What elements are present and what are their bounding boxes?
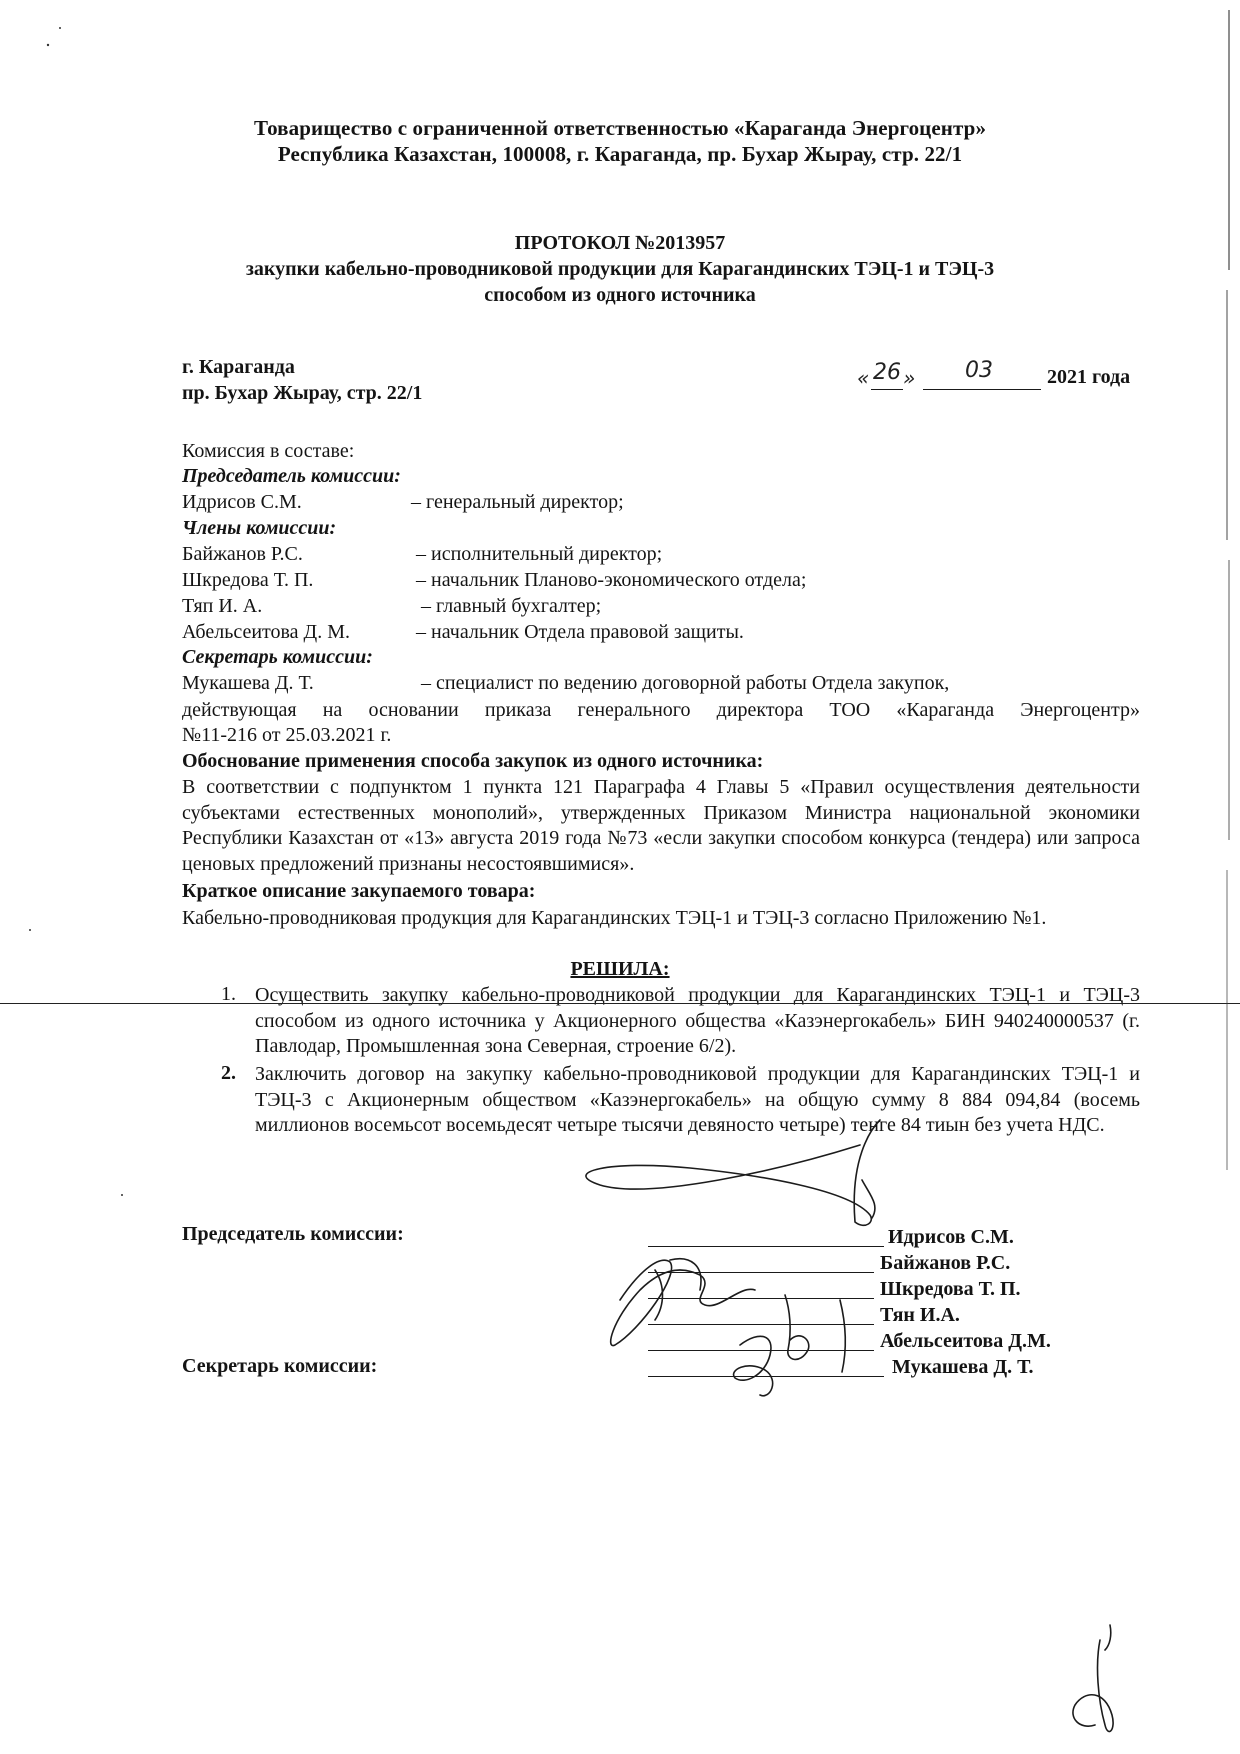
signatory-name: Шкредова Т. П. <box>880 1278 1021 1300</box>
decision-heading: РЕШИЛА: <box>570 958 670 980</box>
signatory-name: Абельсеитова Д.М. <box>880 1330 1051 1352</box>
description-heading: Краткое описание закупаемого товара: <box>182 880 536 902</box>
date-day: 26 <box>873 360 901 385</box>
chair-name: Идрисов С.М. <box>182 491 302 513</box>
member-signature <box>840 1300 845 1372</box>
commission-intro: Комиссия в составе: <box>182 440 355 462</box>
member-role: – главный бухгалтер; <box>421 595 602 617</box>
signatory-name: Тян И.А. <box>880 1304 960 1326</box>
chair-signature-label: Председатель комиссии: <box>182 1223 404 1245</box>
members-heading: Члены комиссии: <box>182 517 337 539</box>
member-name: Абельсеитова Д. М. <box>182 621 350 643</box>
justification-text: В соответствии с подпунктом 1 пункта 121 Параграфа 4 Главы 5 «Правил осуществления деятельности субъектами естественных монополий», утвержденных Приказом Министра национальной экономики Республики Казахстан от «13» августа 2019 года №73 «если закупки способом конкурса (тендера) или запроса ценовых предложений признаны несостоявшимися». <box>182 776 1140 875</box>
member-signature <box>785 1295 809 1359</box>
decision-item-number: 1. <box>221 983 236 1005</box>
chair-heading: Председатель комиссии: <box>182 465 401 487</box>
secretary-signature-label: Секретарь комиссии: <box>182 1355 378 1377</box>
secretary-role: – специалист по ведению договорной работы Отдела закупок, <box>421 672 950 694</box>
description-text: Кабельно-проводниковая продукция для Карагандинских ТЭЦ-1 и ТЭЦ-3 согласно Приложению №1. <box>182 907 1047 929</box>
decision-item-text: Осуществить закупку кабельно-проводниковой продукции для Карагандинских ТЭЦ-1 и ТЭЦ-3 способом из одного источника у Акционерного общества «Казэнергокабель» БИН 940240000537 (г. Павлодар, Промышленная зона Северная, строение 6/2). <box>255 984 1140 1057</box>
company-address: Республика Казахстан, 100008, г. Караганда, пр. Бухар Жырау, стр. 22/1 <box>277 142 963 166</box>
decision-item-number: 2. <box>221 1062 236 1084</box>
date-year: 2021 года <box>1047 366 1131 388</box>
signatory-name: Мукашева Д. Т. <box>892 1356 1034 1378</box>
scan-artifacts <box>29 10 1230 1196</box>
date-month: 03 <box>965 358 993 383</box>
protocol-number: ПРОТОКОЛ №2013957 <box>514 232 726 254</box>
chair-signature <box>586 1120 880 1225</box>
member-name: Байжанов Р.С. <box>182 543 303 565</box>
city: г. Караганда <box>182 356 295 378</box>
member-role: – начальник Отдела правовой защиты. <box>416 621 744 643</box>
initials-mark <box>1073 1625 1113 1732</box>
member-role: – исполнительный директор; <box>416 543 663 565</box>
member-role: – начальник Планово-экономического отдела; <box>416 569 807 591</box>
protocol-method: способом из одного источника <box>484 284 756 306</box>
secretary-signature <box>734 1336 773 1396</box>
member-signature <box>655 1259 701 1320</box>
justification-heading: Обоснование применения способа закупок из одного источника: <box>182 750 764 772</box>
signatory-name: Байжанов Р.С. <box>880 1252 1011 1274</box>
secretary-heading: Секретарь комиссии: <box>182 646 373 668</box>
date-close-quote: » <box>903 366 916 390</box>
date-open-quote: « <box>857 366 870 390</box>
member-signature <box>611 1260 755 1345</box>
member-name: Тяп И. А. <box>182 595 263 617</box>
secretary-basis: действующая на основании приказа генерального директора ТОО «Караганда Энергоцентр» <box>182 699 1140 721</box>
company-name: Товарищество с ограниченной ответственностью «Караганда Энергоцентр» <box>253 116 987 140</box>
signatory-name: Идрисов С.М. <box>888 1226 1014 1248</box>
secretary-basis-order: №11-216 от 25.03.2021 г. <box>182 724 392 746</box>
secretary-name: Мукашева Д. Т. <box>182 672 314 694</box>
member-name: Шкредова Т. П. <box>182 569 314 591</box>
chair-role: – генеральный директор; <box>411 491 624 513</box>
decision-item-text: Заключить договор на закупку кабельно-проводниковой продукции для Карагандинских ТЭЦ-1 и ТЭЦ-3 с Акционерным обществом «Казэнергокабель» на общую сумму 8 884 094,84 (восемь миллионов восемьсот восемьдесят четыре тысячи девяносто четыре) тенге 84 тиын без учета НДС. <box>255 1063 1140 1136</box>
address: пр. Бухар Жырау, стр. 22/1 <box>182 382 423 404</box>
protocol-subject: закупки кабельно-проводниковой продукции для Карагандинских ТЭЦ-1 и ТЭЦ-3 <box>245 258 995 280</box>
